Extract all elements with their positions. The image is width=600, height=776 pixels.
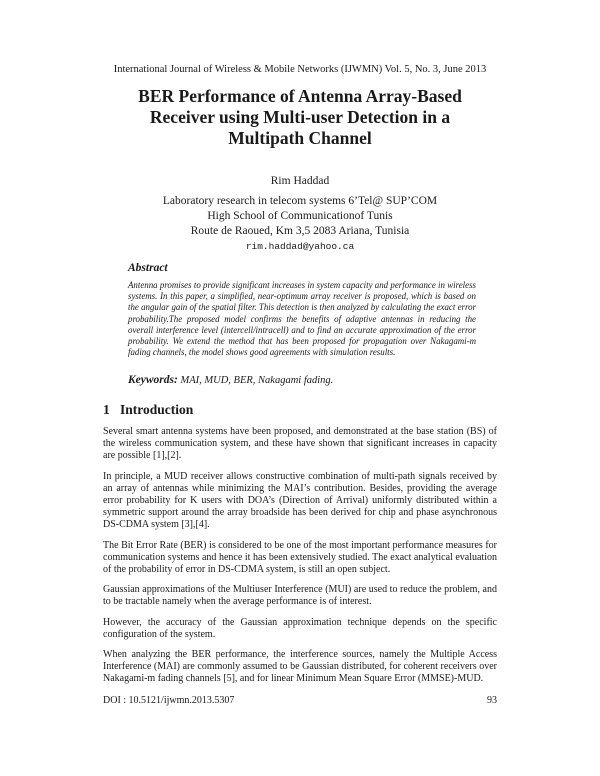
keywords-text: MAI, MUD, BER, Nakagami fading. xyxy=(180,375,334,386)
title-line: Multipath Channel xyxy=(228,128,372,148)
abstract-text: Antenna promises to provide significant increases in system capacity and performance in wireless systems. In this paper, a simplified, near-optimum array receiver is proposed, which is based on the angular gain of the spatial filter. This detection is then analyzed by calculating the exact error probability.The proposed model confirms the benefits of adaptive antennas in reducing the overall interference level (intercell/intracell) and to find an accurate approximation of the error probability. We extend the method that has been proposed for propagation over Nakagami-m fading channels, the model shows good agreements with simulation results. xyxy=(128,280,476,358)
affiliation-line: High School of Communicationof Tunis xyxy=(207,210,393,222)
title-line: Receiver using Multi-user Detection in a xyxy=(149,107,451,127)
author-email: rim.haddad@yahoo.ca xyxy=(245,241,355,252)
affiliation-line: Laboratory research in telecom systems 6’Tel@ SUP’COM xyxy=(162,195,438,207)
title-line: BER Performance of Antenna Array-Based xyxy=(138,86,462,106)
author-name: Rim Haddad xyxy=(270,175,330,187)
paper-title xyxy=(110,86,490,149)
section-number: 1 xyxy=(103,402,110,417)
body-paragraph: Gaussian approximations of the Multiuser Interference (MUI) are used to reduce the problem, and to be tractable namely when the average performance is of interest. xyxy=(103,584,497,608)
page-number: 93 xyxy=(487,695,497,706)
affiliation-block xyxy=(0,194,600,254)
abstract-heading: Abstract xyxy=(128,262,168,274)
body-paragraph: When analyzing the BER performance, the interference sources, namely the Multiple Access Interference (MAI) are commonly assumed to be Gaussian distributed, for coherent receivers over Nakagami-m fading channels [5], and for linear Minimum Mean Square Error (MMSE)-MUD. xyxy=(103,649,497,685)
section-heading xyxy=(103,402,193,418)
body-paragraph: In principle, a MUD receiver allows constructive combination of multi-path signals received by an array of antennas while minimizing the MAI’s contribution. Besides, providing the average error probability for K users with DOA’s (Direction of Arrival) uniformly distributed within a symmetric support around the array broadside has been derived for chip and phase asynchronous DS-CDMA system [3],[4]. xyxy=(103,470,497,531)
journal-header: International Journal of Wireless & Mobile Networks (IJWMN) Vol. 5, No. 3, June 2013 xyxy=(113,64,487,75)
section-title: Introduction xyxy=(120,402,194,417)
body-paragraph: However, the accuracy of the Gaussian approximation technique depends on the specific configuration of the system. xyxy=(103,616,497,640)
body-paragraph: Several smart antenna systems have been proposed, and demonstrated at the base station (BS) of the wireless communication system, and these have shown that significant increases in capacity are possible [1],[2]. xyxy=(103,426,497,462)
body-paragraph: The Bit Error Rate (BER) is considered to be one of the most important performance measures for communication systems and hence it has been extensively studied. The exact analytical evaluation of the probability of error in DS-CDMA system, is still an open subject. xyxy=(103,539,497,576)
keywords-line xyxy=(128,374,488,386)
keywords-label: Keywords: xyxy=(128,374,178,386)
section-body xyxy=(103,426,497,694)
doi-link[interactable]: DOI : 10.5121/ijwmn.2013.5307 xyxy=(103,695,235,706)
affiliation-line: Route de Raoued, Km 3,5 2083 Ariana, Tunisia xyxy=(190,225,410,237)
